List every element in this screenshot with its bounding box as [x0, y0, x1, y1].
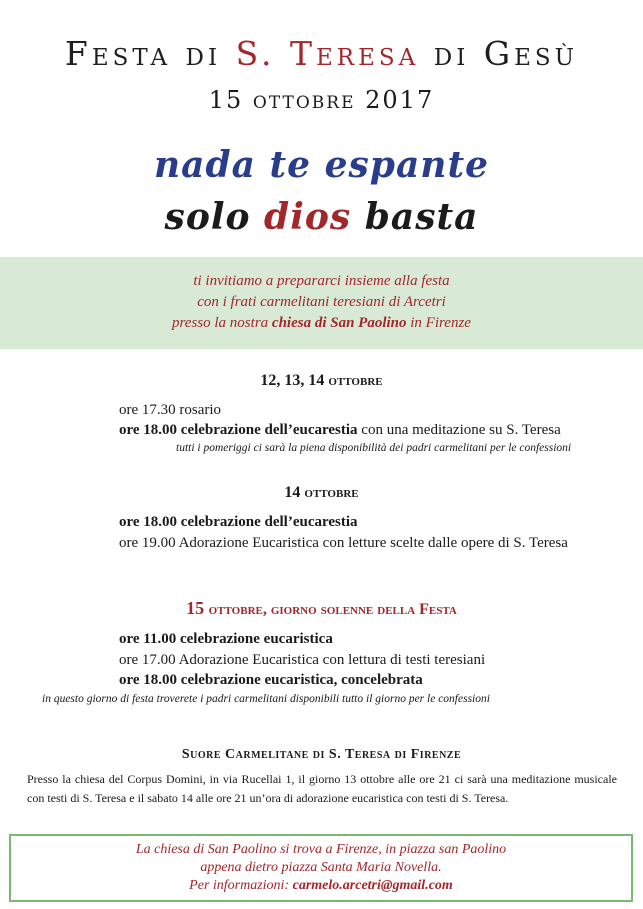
contact-email[interactable]: carmelo.arcetri@gmail.com — [292, 878, 453, 893]
section1-line2-rest: con una meditazione su S. Teresa — [357, 422, 561, 438]
section3-note: in questo giorno di festa troverete i padri carmelitani disponibili tutto il giorno per le confessioni — [42, 693, 490, 705]
section2-line1-bold: ore 18.00 celebrazione dell’eucarestia — [119, 514, 358, 530]
motto-line2a: solo — [164, 196, 265, 238]
section2-days: 14 — [284, 484, 305, 501]
section3-line1 — [119, 631, 333, 648]
section3-line3-bold: ore 18.00 celebrazione eucaristica, concelebrata — [119, 672, 423, 688]
invite-line3-post: in Firenze — [406, 315, 471, 331]
event-date: 15 ottobre 2017 — [208, 86, 435, 114]
section1-days: 12, 13, 14 — [260, 372, 329, 389]
section2-line2: ore 19.00 Adorazione Eucaristica con letture scelte dalle opere di S. Teresa — [119, 535, 568, 551]
section3-line1-bold: ore 11.00 celebrazione eucaristica — [119, 631, 333, 647]
motto-line1b: espante — [324, 144, 489, 186]
invite-line1: ti invitiamo a prepararci insieme alla festa — [193, 273, 450, 289]
section1-note: tutti i pomeriggi ci sarà la piena disponibilità dei padri carmelitani per le confessioni — [176, 442, 572, 454]
section3-line3 — [119, 672, 423, 689]
invitation-band — [0, 257, 643, 349]
motto-line2 — [0, 196, 643, 238]
title-saint-name: S. Teresa — [235, 34, 420, 73]
invite-church-name: chiesa di San Paolino — [271, 315, 407, 331]
section3-line2: ore 17.00 Adorazione Eucaristica con lettura di testi teresiani — [119, 652, 486, 668]
invite-line3-pre: presso la nostra — [172, 315, 272, 331]
invite-line3 — [0, 313, 643, 334]
title-part1: Festa di — [64, 34, 236, 73]
footer-box — [9, 834, 633, 902]
motto-line1a: nada te — [154, 144, 325, 186]
section1-heading — [0, 372, 643, 390]
footer-line3 — [11, 877, 631, 895]
footer-line2: appena dietro piazza Santa Maria Novella. — [200, 860, 442, 875]
motto-line2b: dios — [264, 196, 352, 238]
section1-line2 — [119, 422, 561, 439]
footer-info-label: Per informazioni: — [189, 878, 293, 893]
motto-line2c: basta — [351, 196, 479, 238]
organizer-heading: Suore Carmelitane di S. Teresa di Firenze — [181, 747, 462, 762]
section3-title: ottobre, giorno solenne della Festa — [208, 601, 457, 618]
section2-month: ottobre — [304, 484, 359, 501]
section3-days: 15 — [186, 598, 209, 618]
info-paragraph: Presso la chiesa del Corpus Domini, in via Rucellai 1, il giorno 13 ottobre alle ore 21 ci sarà una meditazione musicale con testi di S. Teresa e il sabato 14 alle ore 21 un’ora di adorazione eucaristica con testi di S. Teresa. — [27, 772, 617, 805]
section1-line1: ore 17.30 rosario — [119, 402, 222, 418]
title-part3: di Gesù — [419, 34, 579, 73]
section3-heading — [0, 598, 643, 619]
section1-month: ottobre — [328, 372, 383, 389]
footer-line1: La chiesa di San Paolino si trova a Firenze, in piazza san Paolino — [135, 842, 507, 857]
motto-line1 — [0, 144, 643, 186]
poster-title — [0, 34, 643, 73]
section1-line2-bold: ore 18.00 celebrazione dell’eucarestia — [119, 422, 358, 438]
section2-heading — [0, 484, 643, 502]
invite-line2: con i frati carmelitani teresiani di Arcetri — [197, 294, 446, 310]
section2-line1 — [119, 514, 358, 531]
